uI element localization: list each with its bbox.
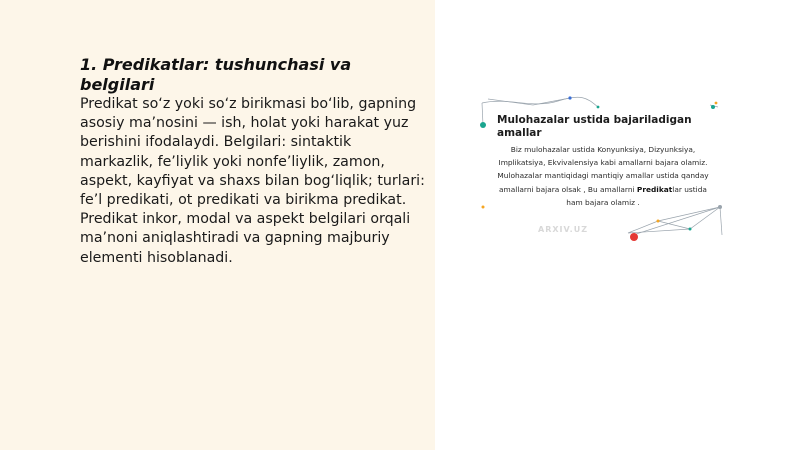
thumbnail-watermark: ARXIV.UZ [538,225,588,234]
thumbnail-body-end: lar ustida ham bajara olamiz . [566,184,707,207]
slide-thumbnail-image [478,95,728,245]
slide-heading: 1. Predikatlar: tushunchasi va belgilari [80,55,352,94]
slide-body-text: Predikat so‘z yoki so‘z birikmasi bo‘lib, gapning asosiy ma’nosini — ish, holat yoki harakat yuz berishini ifodalaydi. Belgilari: sintaktik markazlik, fe’liylik yoki nonfe’liylik, zamon, aspekt, kayfiyat va shaxs bilan bog‘liqlik; turlari: fe’l predikati, ot predikati va birikma predikat. Predikat inkor, modal va aspekt belgilari orqali ma’noni aniqlashtiradi va gapning majburiy elementi hisoblanadi. [80,96,425,266]
thumbnail-title: Mulohazalar ustida bajariladigan amallar [497,114,692,139]
thumbnail-body-text [496,143,710,209]
thumbnail-body-bold: Predikat [636,184,673,194]
thumbnail-body-start: Biz mulohazalar ustida Konyunksiya, Dizyunksiya, Implikatsiya, Ekvivalensiya kabi amallarni bajara olamiz. Mulohazalar mantiqidagi mantiqiy amallar ustida qanday amallarni bajara olsak , Bu amallarni [497,145,709,194]
